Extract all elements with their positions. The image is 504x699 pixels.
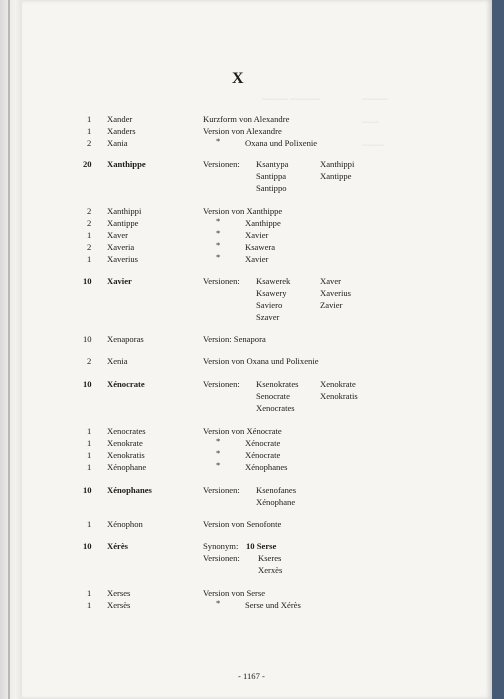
entry-label: Versionen:	[203, 553, 240, 563]
version-item: Senocrate	[256, 391, 290, 401]
entry-name: Xerses	[107, 588, 131, 598]
entry-note: Version von Alexandre	[203, 126, 282, 136]
entry-note: Version von Xanthippe	[203, 206, 283, 216]
version-item: Ksawery	[256, 288, 287, 298]
entry-name: Xenia	[107, 356, 128, 366]
version-item: Xenokrate	[320, 379, 356, 389]
entry-note: Oxana und Polixenie	[245, 138, 318, 148]
entry-name: Xenokratis	[107, 450, 145, 460]
ditto-mark: *	[216, 136, 221, 146]
version-item: Ksenokrates	[256, 379, 299, 389]
entry-name: Xenaporas	[107, 334, 144, 344]
entry-count: 2	[87, 138, 92, 148]
entry-note: Version: Senapora	[203, 334, 266, 344]
synonym-value: 10 Serse	[246, 541, 277, 551]
entry-count: 10	[83, 379, 92, 389]
version-item: Xerxès	[258, 565, 283, 575]
entry-name: Xander	[107, 114, 133, 124]
version-item: Xaver	[320, 276, 341, 286]
entry-count: 2	[87, 356, 92, 366]
entry-name: Xérès	[107, 541, 128, 551]
entry-count: 1	[87, 462, 92, 472]
entry-count: 1	[87, 588, 92, 598]
entry-name: Xenocrates	[107, 426, 146, 436]
entry-note: Xavier	[245, 230, 269, 240]
entry-name: Xénophanes	[107, 485, 152, 495]
version-item: Kseres	[258, 553, 282, 563]
entry-name: Xanthippe	[107, 159, 146, 169]
entry-note: Xénocrate	[245, 438, 281, 448]
page-edge	[492, 0, 504, 699]
version-item: Xenocrates	[256, 403, 295, 413]
entry-label: Versionen:	[203, 379, 240, 389]
entry-count: 1	[87, 450, 92, 460]
bleed-through-text: ~~~~~~	[362, 95, 388, 104]
entry-name: Xanthippi	[107, 206, 142, 216]
entry-name: Xénophane	[107, 462, 147, 472]
entry-count: 20	[83, 159, 92, 169]
ditto-mark: *	[216, 240, 221, 250]
entry-count: 2	[87, 206, 92, 216]
entry-note: Serse und Xérès	[245, 600, 301, 610]
version-item: Ksenofanes	[256, 485, 297, 495]
entry-name: Xanders	[107, 126, 136, 136]
entry-note: Xénocrate	[245, 450, 281, 460]
entry-name: Xersès	[107, 600, 131, 610]
entry-count: 10	[83, 276, 92, 286]
entry-label: Versionen:	[203, 276, 240, 286]
version-item: Xantippe	[320, 171, 352, 181]
entry-label: Versionen:	[203, 159, 240, 169]
ditto-mark: *	[216, 252, 221, 262]
entry-count: 1	[87, 126, 92, 136]
bleed-through-text: ~~~~	[362, 118, 380, 127]
version-item: Xénophane	[256, 497, 296, 507]
entry-name: Xania	[107, 138, 128, 148]
entry-name: Xaverius	[107, 254, 139, 264]
entry-note: Version von Serse	[203, 588, 266, 598]
entry-label: Synonym:	[203, 541, 239, 551]
bleed-through-text: ~~~~~	[362, 141, 384, 150]
ditto-mark: *	[216, 460, 221, 470]
entry-name: Xaver	[107, 230, 128, 240]
page-number: - 1167 -	[238, 671, 265, 681]
entry-count: 10	[83, 541, 92, 551]
entry-count: 1	[87, 519, 92, 529]
entry-count: 10	[83, 485, 92, 495]
version-item: Santippa	[256, 171, 287, 181]
entry-note: Version von Oxana und Polixenie	[203, 356, 319, 366]
entry-count: 1	[87, 438, 92, 448]
book-binding	[0, 0, 22, 699]
entry-note: Xénophanes	[245, 462, 288, 472]
entry-note: Xavier	[245, 254, 269, 264]
entry-count: 1	[87, 600, 92, 610]
ditto-mark: *	[216, 448, 221, 458]
version-item: Ksawerek	[256, 276, 291, 286]
version-item: Xaverius	[320, 288, 352, 298]
entry-label: Versionen:	[203, 485, 240, 495]
entry-name: Xaveria	[107, 242, 135, 252]
entry-name: Xénocrate	[107, 379, 145, 389]
version-item: Ksantypa	[256, 159, 289, 169]
version-item: Santippo	[256, 183, 287, 193]
entry-note: Version von Xénocrate	[203, 426, 282, 436]
entry-name: Xenokrate	[107, 438, 143, 448]
entry-count: 2	[87, 218, 92, 228]
entry-name: Xantippe	[107, 218, 139, 228]
entry-count: 1	[87, 230, 92, 240]
entry-count: 1	[87, 426, 92, 436]
ditto-mark: *	[216, 436, 221, 446]
entry-count: 1	[87, 254, 92, 264]
ditto-mark: *	[216, 216, 221, 226]
entry-count: 1	[87, 114, 92, 124]
entry-name: Xénophon	[107, 519, 143, 529]
entry-count: 2	[87, 242, 92, 252]
entry-name: Xavier	[107, 276, 132, 286]
entry-count: 10	[83, 334, 92, 344]
bleed-through-text: ~~~~~~ ~~~~~~~	[262, 95, 321, 104]
ditto-mark: *	[216, 598, 221, 608]
version-item: Xenokratis	[320, 391, 358, 401]
page-title: X	[232, 70, 244, 87]
entry-note: Ksawera	[245, 242, 276, 252]
entry-note: Version von Senofonte	[203, 519, 282, 529]
version-item: Szaver	[256, 312, 280, 322]
version-item: Xanthippi	[320, 159, 355, 169]
entry-note: Kurzform von Alexandre	[203, 114, 290, 124]
binding-fold	[8, 0, 10, 699]
version-item: Saviero	[256, 300, 283, 310]
version-item: Zavier	[320, 300, 343, 310]
entry-note: Xanthippe	[245, 218, 281, 228]
ditto-mark: *	[216, 228, 221, 238]
